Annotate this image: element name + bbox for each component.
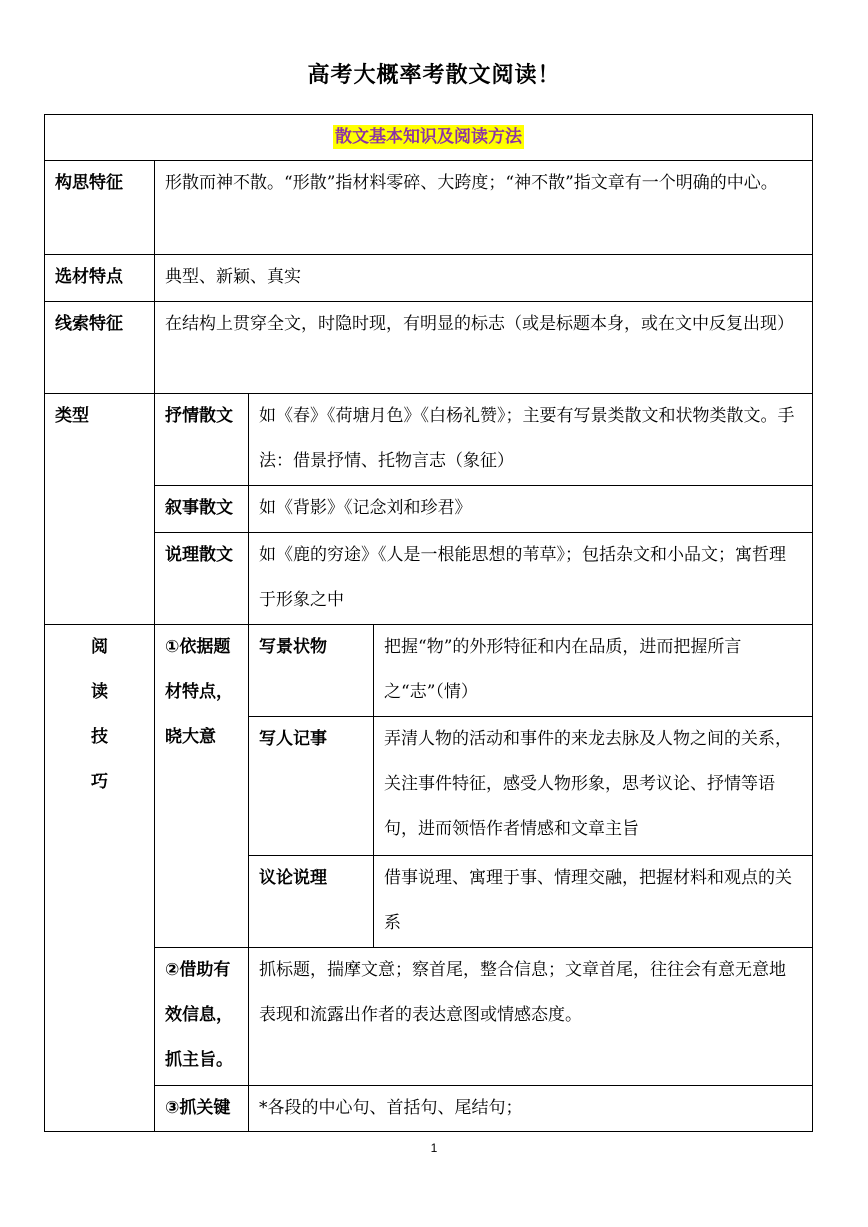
label-char: 阅: [91, 637, 108, 657]
method1-label: ①依据题材特点，晓大意: [155, 625, 249, 948]
label-char: 技: [91, 727, 108, 747]
method1-text-reasoning: 借事说理、寓理于事、情理交融，把握材料和观点的关系: [374, 856, 813, 948]
method1-sub-scenery: 写景状物: [249, 625, 374, 717]
method3-label: ③抓关键: [155, 1086, 249, 1132]
page-number: 1: [430, 1141, 438, 1155]
type-name-lyric: 抒情散文: [155, 394, 249, 486]
row-text-material: 典型、新颖、真实: [155, 255, 813, 302]
method3-text: *各段的中心句、首括句、尾结句；: [249, 1086, 813, 1132]
method1-text-scenery: 把握“物”的外形特征和内在品质，进而把握所言之“志”（情）: [374, 625, 813, 717]
types-label: 类型: [45, 394, 155, 625]
type-name-narrative: 叙事散文: [155, 486, 249, 533]
row-label-material: 选材特点: [45, 255, 155, 302]
method2-text: 抓标题，揣摩文意；察首尾，整合信息；文章首尾，往往会有意无意地表现和流露出作者的表达意图或情感态度。: [249, 948, 813, 1086]
type-text-lyric: 如《春》《荷塘月色》《白杨礼赞》；主要有写景类散文和状物类散文。手法：借景抒情、托物言志（象征）: [249, 394, 813, 486]
method1-sub-reasoning: 议论说理: [249, 856, 374, 948]
method1-text-people: 弄清人物的活动和事件的来龙去脉及人物之间的关系，关注事件特征，感受人物形象，思考议论、抒情等语句，进而领悟作者情感和文章主旨: [374, 717, 813, 856]
label-char: 读: [91, 682, 108, 702]
method2-label: ②借助有效信息，抓主旨。: [155, 948, 249, 1086]
row-text-conception: 形散而神不散。“形散”指材料零碎、大跨度；“神不散”指文章有一个明确的中心。: [155, 161, 813, 255]
table-banner: [45, 115, 813, 161]
banner-title: 散文基本知识及阅读方法: [335, 127, 522, 147]
method1-sub-people: 写人记事: [249, 717, 374, 856]
type-name-argument: 说理散文: [155, 533, 249, 625]
type-text-argument: 如《鹿的穷途》《人是一根能思想的苇草》；包括杂文和小品文；寓哲理于形象之中: [249, 533, 813, 625]
label-char: 巧: [91, 772, 108, 792]
row-text-clue: 在结构上贯穿全文，时隐时现，有明显的标志（或是标题本身，或在文中反复出现）: [155, 302, 813, 394]
page-title: 高考大概率考散文阅读！: [307, 63, 561, 88]
row-label-conception: 构思特征: [45, 161, 155, 255]
knowledge-table: [44, 114, 813, 1132]
reading-skills-label: [45, 625, 155, 1132]
type-text-narrative: 如《背影》《记念刘和珍君》: [249, 486, 813, 533]
row-label-clue: 线索特征: [45, 302, 155, 394]
